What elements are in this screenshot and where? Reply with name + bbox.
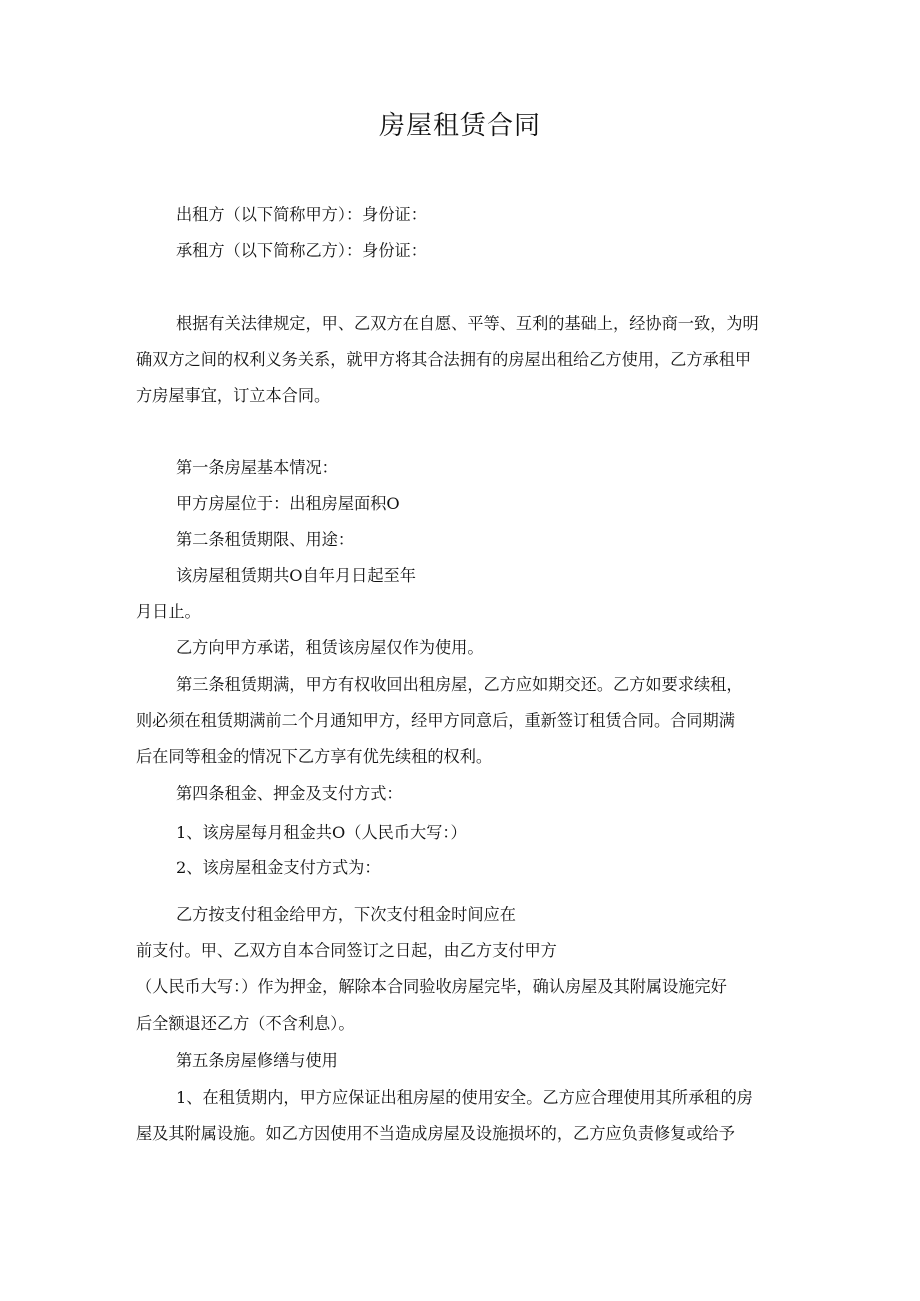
article-3-line: 则必须在租赁期满前二个月通知甲方，经甲方同意后，重新签订租赁合同。合同期满 bbox=[136, 711, 735, 730]
article-5-heading: 第五条房屋修缮与使用 bbox=[176, 1051, 338, 1070]
article-1-heading: 第一条房屋基本情况： bbox=[176, 458, 338, 477]
article-4-heading: 第四条租金、押金及支付方式： bbox=[176, 784, 403, 803]
article-2-line: 月日止。 bbox=[136, 602, 201, 621]
article-3-line: 后在同等租金的情况下乙方享有优先续租的权利。 bbox=[136, 747, 493, 766]
article-2-heading: 第二条租赁期限、用途： bbox=[176, 530, 355, 549]
article-2-line: 乙方向甲方承诺，租赁该房屋仅作为使用。 bbox=[176, 638, 484, 657]
lessor-line: 出租方（以下简称甲方）：身份证： bbox=[176, 205, 427, 224]
article-3-line: 第三条租赁期满，甲方有权收回出租房屋，乙方应如期交还。乙方如要求续租， bbox=[176, 675, 743, 694]
article-5-line: 屋及其附属设施。如乙方因使用不当造成房屋及设施损坏的，乙方应负责修复或给予 bbox=[136, 1124, 735, 1143]
article-5-line: 1、在租赁期内，甲方应保证出租房屋的使用安全。乙方应合理使用其所承租的房 bbox=[176, 1088, 753, 1107]
article-2-line: 该房屋租赁期共O自年月日起至年 bbox=[176, 566, 416, 585]
article-4-line: 乙方按支付租金给甲方，下次支付租金时间应在 bbox=[176, 905, 516, 924]
document-title: 房屋租赁合同 bbox=[378, 111, 541, 141]
article-1-line: 甲方房屋位于：出租房屋面积O bbox=[176, 494, 400, 513]
article-4-item: 1、该房屋每月租金共O（人民币大写：） bbox=[176, 823, 467, 842]
preamble-line: 方房屋事宜，订立本合同。 bbox=[136, 386, 331, 405]
article-4-line: 后全额退还乙方（不含利息）。 bbox=[136, 1014, 355, 1033]
lessee-line: 承租方（以下简称乙方）：身份证： bbox=[176, 241, 427, 260]
article-4-line: 前支付。甲、乙双方自本合同签订之日起，由乙方支付甲方 bbox=[136, 941, 557, 960]
article-4-item: 2、该房屋租金支付方式为： bbox=[176, 858, 381, 877]
preamble-line: 根据有关法律规定，甲、乙双方在自愿、平等、互利的基础上，经协商一致，为明 bbox=[176, 314, 759, 333]
preamble-line: 确双方之间的权利义务关系，就甲方将其合法拥有的房屋出租给乙方使用，乙方承租甲 bbox=[136, 350, 752, 369]
article-4-line: （人民币大写：）作为押金，解除本合同验收房屋完毕，确认房屋及其附属设施完好 bbox=[136, 977, 727, 996]
